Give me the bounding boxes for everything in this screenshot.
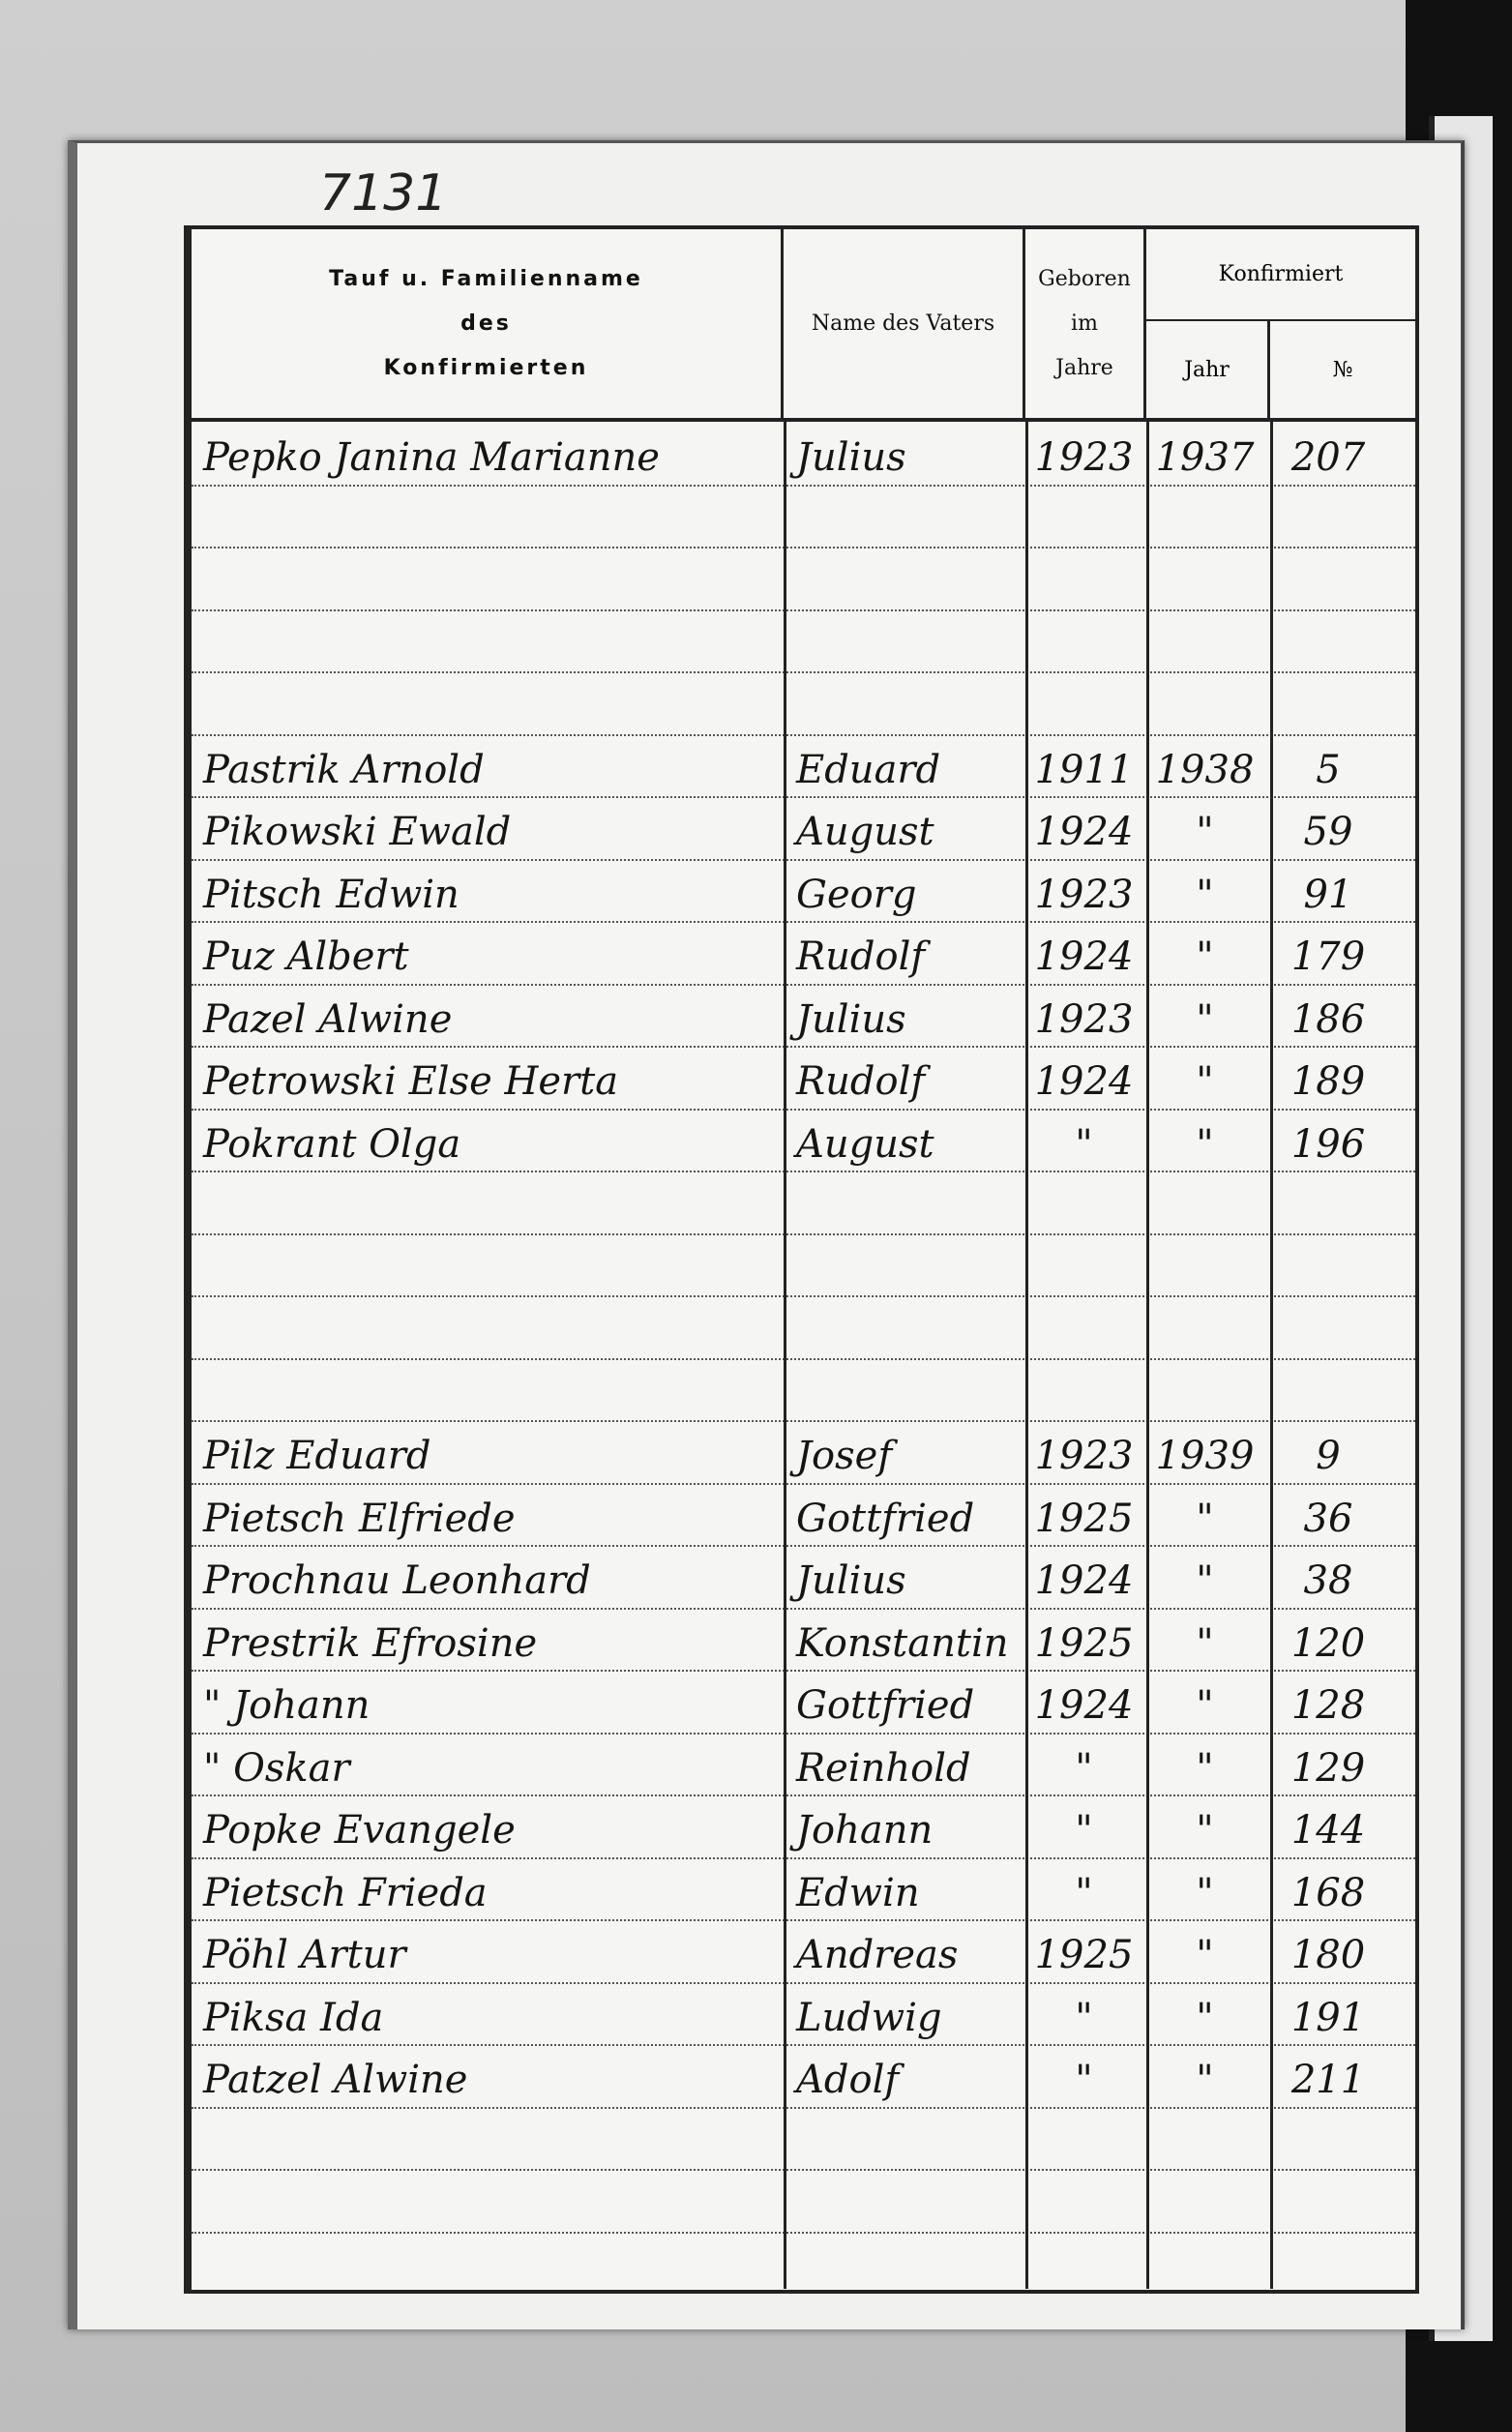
entry-konf-year: " [1196, 872, 1214, 917]
entry-konf-year: " [1196, 1496, 1214, 1541]
entry-konf-number: 128 [1290, 1683, 1366, 1728]
entry-konf-number: 9 [1316, 1434, 1341, 1478]
entry-father: Edwin [796, 1870, 920, 1915]
ruled-line [192, 547, 1415, 549]
entry-born-year: " [1075, 1745, 1093, 1791]
entry-name: Piksa Ida [203, 1995, 384, 2040]
entry-name: Prestrik Efrosine [203, 1620, 538, 1666]
ruled-line [192, 671, 1415, 673]
header-born-line3: Jahre [1055, 355, 1113, 380]
entry-father: Konstantin [796, 1620, 1009, 1666]
entry-name: Pitsch Edwin [203, 872, 460, 917]
entry-father: Rudolf [796, 1059, 926, 1104]
table-rows [192, 422, 1415, 2284]
entry-konf-number: 144 [1290, 1808, 1366, 1853]
entry-konf-year: 1939 [1155, 1434, 1255, 1478]
entry-born-year: 1924 [1034, 1558, 1134, 1603]
entry-name: Pastrik Arnold [203, 747, 485, 792]
header-father-column: Name des Vaters [784, 229, 1025, 418]
entry-konf-year: " [1196, 934, 1214, 979]
entry-father: Julius [796, 435, 906, 480]
entry-born-year: 1923 [1034, 435, 1134, 480]
entry-born-year: 1911 [1034, 747, 1134, 792]
entry-name: " Oskar [203, 1745, 350, 1791]
ruled-line [192, 1358, 1415, 1360]
header-konf-year: Jahr [1146, 321, 1270, 418]
entry-name: Pokrant Olga [203, 1121, 461, 1167]
entry-konf-year: 1937 [1155, 435, 1255, 480]
entry-konf-year: " [1196, 1870, 1214, 1915]
ruled-line [192, 2169, 1415, 2171]
ruled-line [192, 2232, 1415, 2234]
entry-father: Georg [796, 872, 917, 917]
entry-name: Puz Albert [203, 934, 409, 979]
entry-name: Prochnau Leonhard [203, 1558, 591, 1603]
entry-father: August [796, 1121, 934, 1167]
column-divider [1025, 422, 1028, 2289]
entry-born-year: 1925 [1034, 1496, 1134, 1541]
entry-konf-number: 211 [1290, 2058, 1366, 2102]
entry-konf-year: " [1196, 1121, 1214, 1167]
entry-father: Adolf [796, 2058, 900, 2102]
entry-konf-number: 189 [1290, 1059, 1366, 1104]
ruled-line [192, 734, 1415, 736]
entry-name: Pöhl Artur [203, 1933, 406, 1977]
entry-konf-number: 38 [1303, 1558, 1353, 1603]
header-konf-number: № [1332, 357, 1353, 382]
entry-konf-number: 191 [1290, 1995, 1366, 2040]
entry-father: Josef [796, 1434, 893, 1478]
ruled-line [192, 1420, 1415, 1422]
entry-name: Pietsch Frieda [203, 1870, 488, 1915]
entry-konf-number: 120 [1290, 1620, 1366, 1666]
entry-konf-number: 207 [1290, 435, 1366, 480]
entry-father: Eduard [796, 747, 941, 792]
register-table [184, 225, 1419, 2294]
entry-father: Reinhold [796, 1745, 971, 1791]
entry-konf-number: 129 [1290, 1745, 1366, 1791]
entry-father: Julius [796, 1558, 906, 1603]
ruled-line [192, 609, 1415, 611]
column-divider [1146, 422, 1149, 2289]
entry-father: Ludwig [796, 1995, 942, 2040]
entry-born-year: 1925 [1034, 1620, 1134, 1666]
entry-born-year: 1923 [1034, 996, 1134, 1042]
entry-name: Pikowski Ewald [203, 810, 512, 854]
entry-born-year: " [1075, 1995, 1093, 2040]
entry-konf-year: " [1196, 1620, 1214, 1666]
entry-born-year: " [1075, 1808, 1093, 1853]
entry-name: Pazel Alwine [203, 996, 453, 1042]
entry-born-year: 1923 [1034, 872, 1134, 917]
entry-born-year: 1925 [1034, 1933, 1134, 1977]
entry-konf-year: " [1196, 1933, 1214, 1977]
entry-konf-year: " [1196, 1808, 1214, 1853]
entry-father: Johann [796, 1808, 934, 1853]
entry-born-year: 1924 [1034, 934, 1134, 979]
entry-konf-year: " [1196, 810, 1214, 854]
header-konfirmiert: Konfirmiert [1146, 229, 1415, 321]
register-page [68, 140, 1465, 2329]
entry-konf-number: 5 [1316, 747, 1341, 792]
entry-name: Pepko Janina Marianne [203, 435, 660, 480]
entry-father: Gottfried [796, 1683, 975, 1728]
entry-born-year: 1924 [1034, 1683, 1134, 1728]
entry-father: Julius [796, 996, 906, 1042]
entry-konf-year: 1938 [1155, 747, 1255, 792]
entry-konf-year: " [1196, 1558, 1214, 1603]
header-born-line1: Geboren [1038, 266, 1131, 291]
ruled-line [192, 1233, 1415, 1235]
entry-konf-year: " [1196, 1683, 1214, 1728]
entry-name: " Johann [203, 1683, 371, 1728]
entry-born-year: " [1075, 1870, 1093, 1915]
entry-konf-number: 180 [1290, 1933, 1366, 1977]
entry-father: Andreas [796, 1933, 959, 1977]
entry-konf-number: 59 [1303, 810, 1353, 854]
header-name-line2: des [460, 311, 512, 336]
entry-konf-number: 179 [1290, 934, 1366, 979]
entry-father: Rudolf [796, 934, 926, 979]
header-born-column [1025, 229, 1146, 418]
entry-konf-year: " [1196, 1995, 1214, 2040]
entry-konf-number: 186 [1290, 996, 1366, 1042]
entry-born-year: 1923 [1034, 1434, 1134, 1478]
ruled-line [192, 1295, 1415, 1297]
header-name-column [192, 229, 784, 418]
entry-konf-number: 91 [1303, 872, 1353, 917]
entry-born-year: " [1075, 1121, 1093, 1167]
page-number: 7131 [319, 164, 448, 222]
entry-name: Petrowski Else Herta [203, 1059, 619, 1104]
entry-name: Pilz Eduard [203, 1434, 431, 1478]
header-born-line2: im [1071, 311, 1098, 336]
entry-konf-number: 196 [1290, 1121, 1366, 1167]
entry-konf-year: " [1196, 1059, 1214, 1104]
entry-name: Patzel Alwine [203, 2058, 468, 2102]
header-name-line1: Tauf u. Familienname [329, 266, 643, 291]
header-name-line3: Konfirmierten [383, 355, 589, 380]
entry-father: August [796, 810, 934, 854]
column-divider [1270, 422, 1273, 2289]
entry-konf-year: " [1196, 2058, 1214, 2102]
entry-name: Pietsch Elfriede [203, 1496, 516, 1541]
entry-konf-number: 168 [1290, 1870, 1366, 1915]
entry-konf-number: 36 [1303, 1496, 1353, 1541]
column-divider [784, 422, 786, 2289]
table-header [192, 229, 1415, 422]
entry-born-year: 1924 [1034, 810, 1134, 854]
entry-born-year: " [1075, 2058, 1093, 2102]
entry-born-year: 1924 [1034, 1059, 1134, 1104]
entry-name: Popke Evangele [203, 1808, 516, 1853]
entry-father: Gottfried [796, 1496, 975, 1541]
entry-konf-year: " [1196, 996, 1214, 1042]
entry-konf-year: " [1196, 1745, 1214, 1791]
